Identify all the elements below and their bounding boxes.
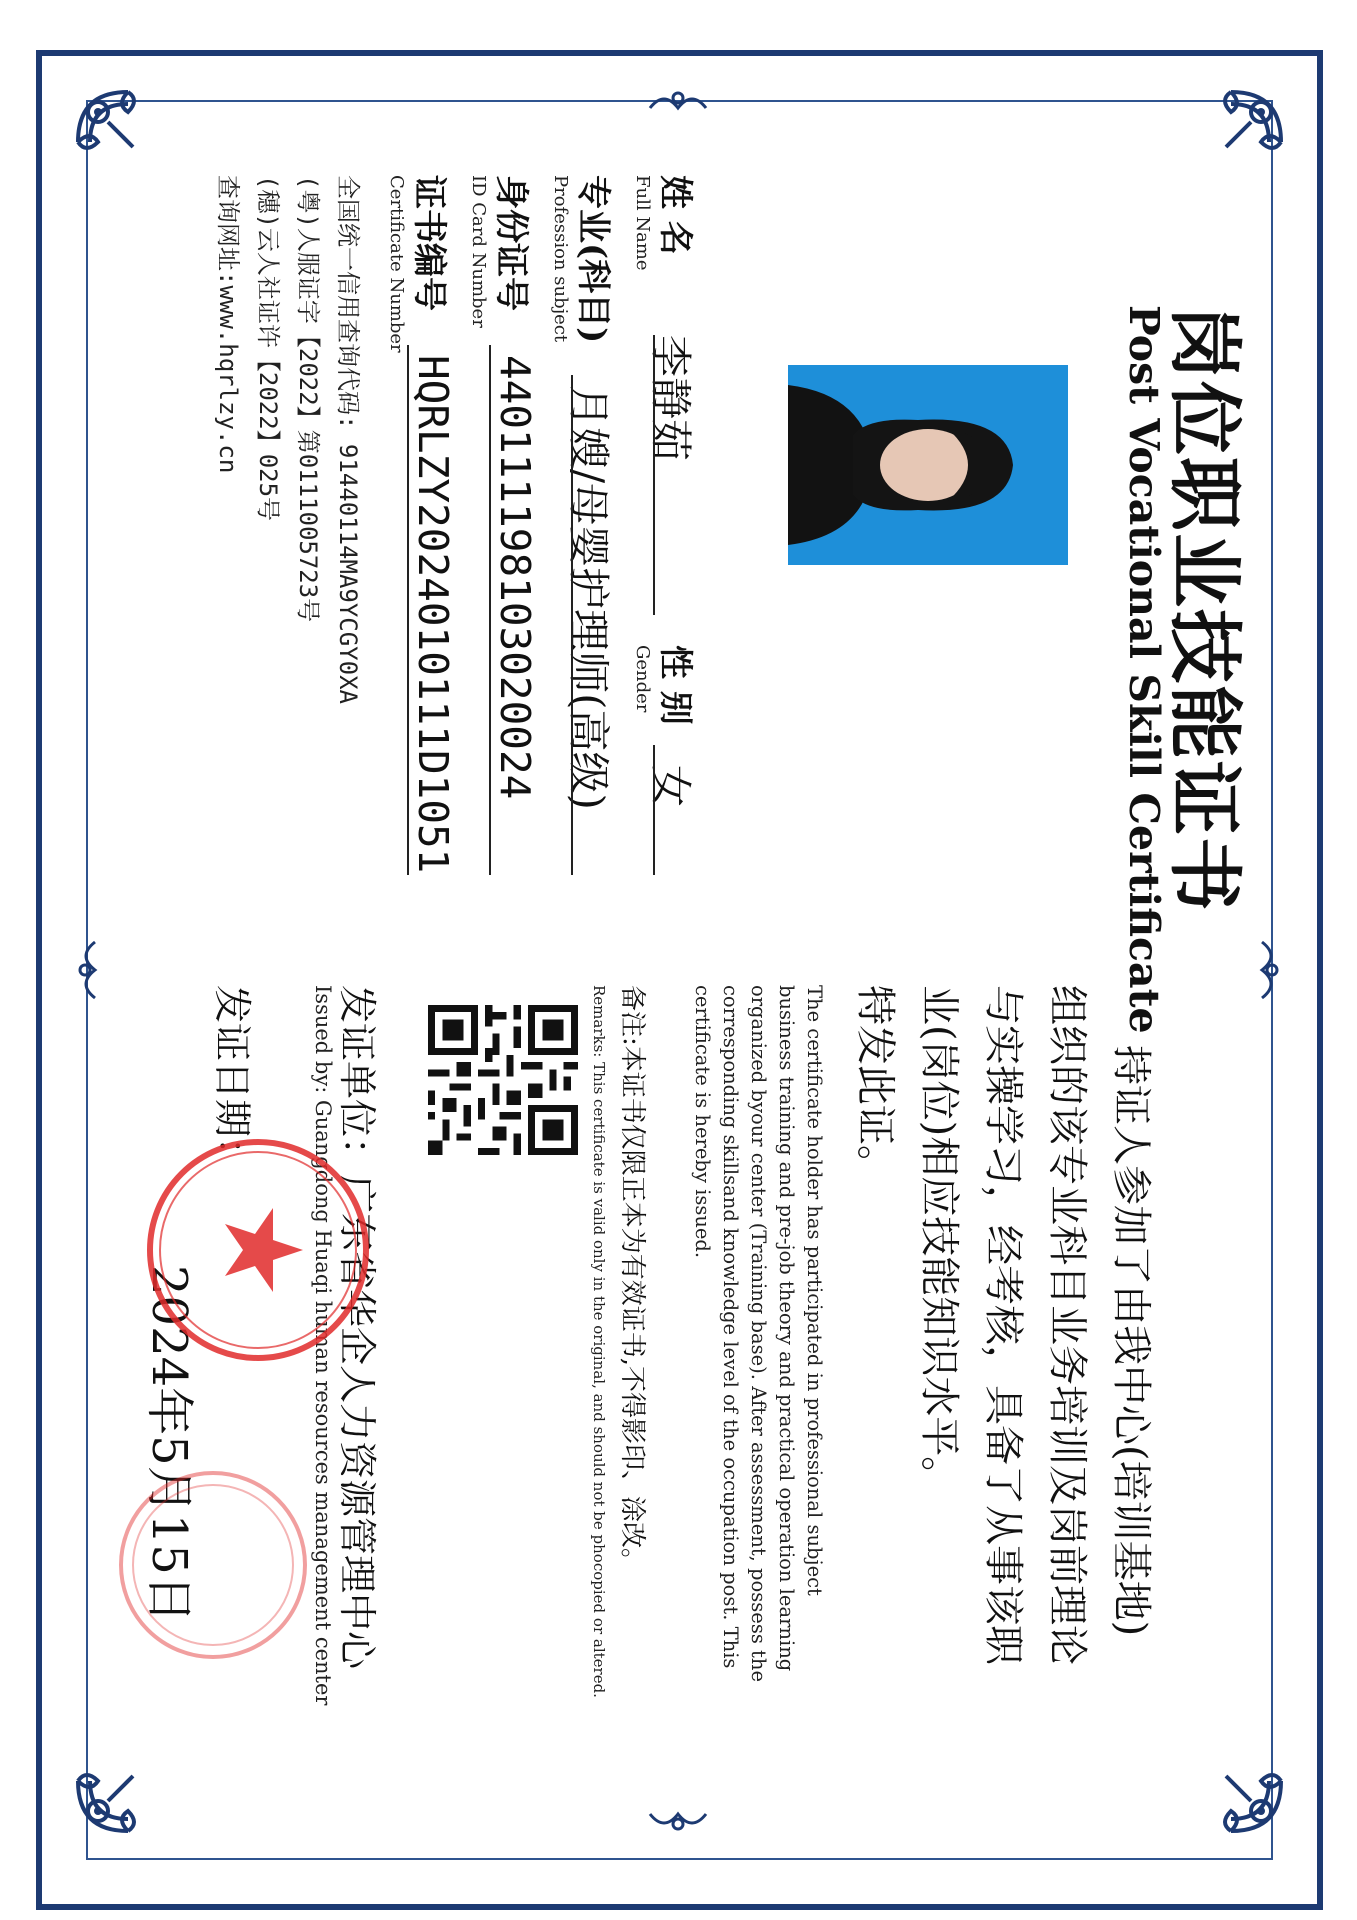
profession-label: 专业(科目) [573,175,613,344]
profession-label-en: Profession subject [550,175,571,343]
certificate-number: HQRLZY2024010111D1051 [409,355,457,874]
remarks-en: Remarks: This certificate is valid only in the original, and should not be phocopied or altered. [590,985,608,1698]
statement-zh [843,985,1163,1665]
holder-gender: 女 [646,765,695,808]
statement-line-1: 持证人参加了由我中心(培训基地) [1108,1045,1154,1637]
cert-number-label-en: Certificate Number [386,175,407,353]
id-label-en: ID Card Number [468,175,489,328]
issuer-label: 发证单位： [335,985,379,1176]
permit-one: (粤)人服证字【2022】第0111005723号 [294,175,322,623]
name-label-en: Full Name [632,175,653,271]
verification-qr-code [428,1005,578,1155]
name-underline [653,335,655,615]
id-underline [489,345,491,875]
issuer-label-en: Issued by: [311,985,335,1094]
holder-id-number: 440111198103020024 [491,355,539,800]
holder-profession: 月嫂/母婴护理师(高级) [564,385,613,810]
query-website: 查询网址:www.hqrlzy.cn [214,175,242,474]
id-label: 身份证号 [491,175,531,311]
issuer-name: 广东省华企人力资源管理中心 [335,1175,379,1670]
certificate-title: 岗位职业技能证书 [1161,305,1247,913]
profession-underline [571,375,573,875]
certificate-content [53,85,1303,1875]
issue-date-label: 发证日期： [210,985,254,1176]
gender-label-en: Gender [632,645,653,713]
remarks-zh: 备注:本证书仅限正本为有效证书,不得影印、涂改。 [617,985,647,1575]
statement-line-4: 业(岗位)相应技能知识水平。 [916,985,962,1497]
cert-number-underline [407,345,409,875]
permit-two: (穗)云人社证许【2022】025号 [254,175,282,522]
issuer-name-en: Guangdong Huaqi human resources management center [311,1100,335,1706]
secondary-seal [113,1465,313,1665]
holder-name: 李静茹 [646,335,695,462]
holder-photo [788,365,1068,565]
statement-line-5: 特发此证。 [852,985,898,1185]
certificate-title-en: Post Vocational Skill Certificate [1120,305,1168,1034]
issuer-seal [143,1135,373,1365]
credit-code: 全国统一信用查询代码: 91440114MA9YCGY0XA [334,175,362,704]
cert-number-label: 证书编号 [409,175,449,311]
statement-en: The certificate holder has participated in professional subject business training and pre-job theory and practical operation learning organized byour center (Training base). After assessment, possess the corresponding skillsand knowledge level of the occupation post. This certificate is hereby issued. [691,985,826,1682]
name-label: 姓 名 [655,175,695,255]
gender-label: 性 别 [655,645,695,725]
statement-line-2: 组织的该专业科目业务培训及岗前理论 [1044,985,1090,1665]
statement-line-3: 与实操学习，经考核，具备了从事该职 [980,985,1026,1665]
gender-underline [653,745,655,875]
issue-date: 2024年5月15日 [141,1265,197,1623]
